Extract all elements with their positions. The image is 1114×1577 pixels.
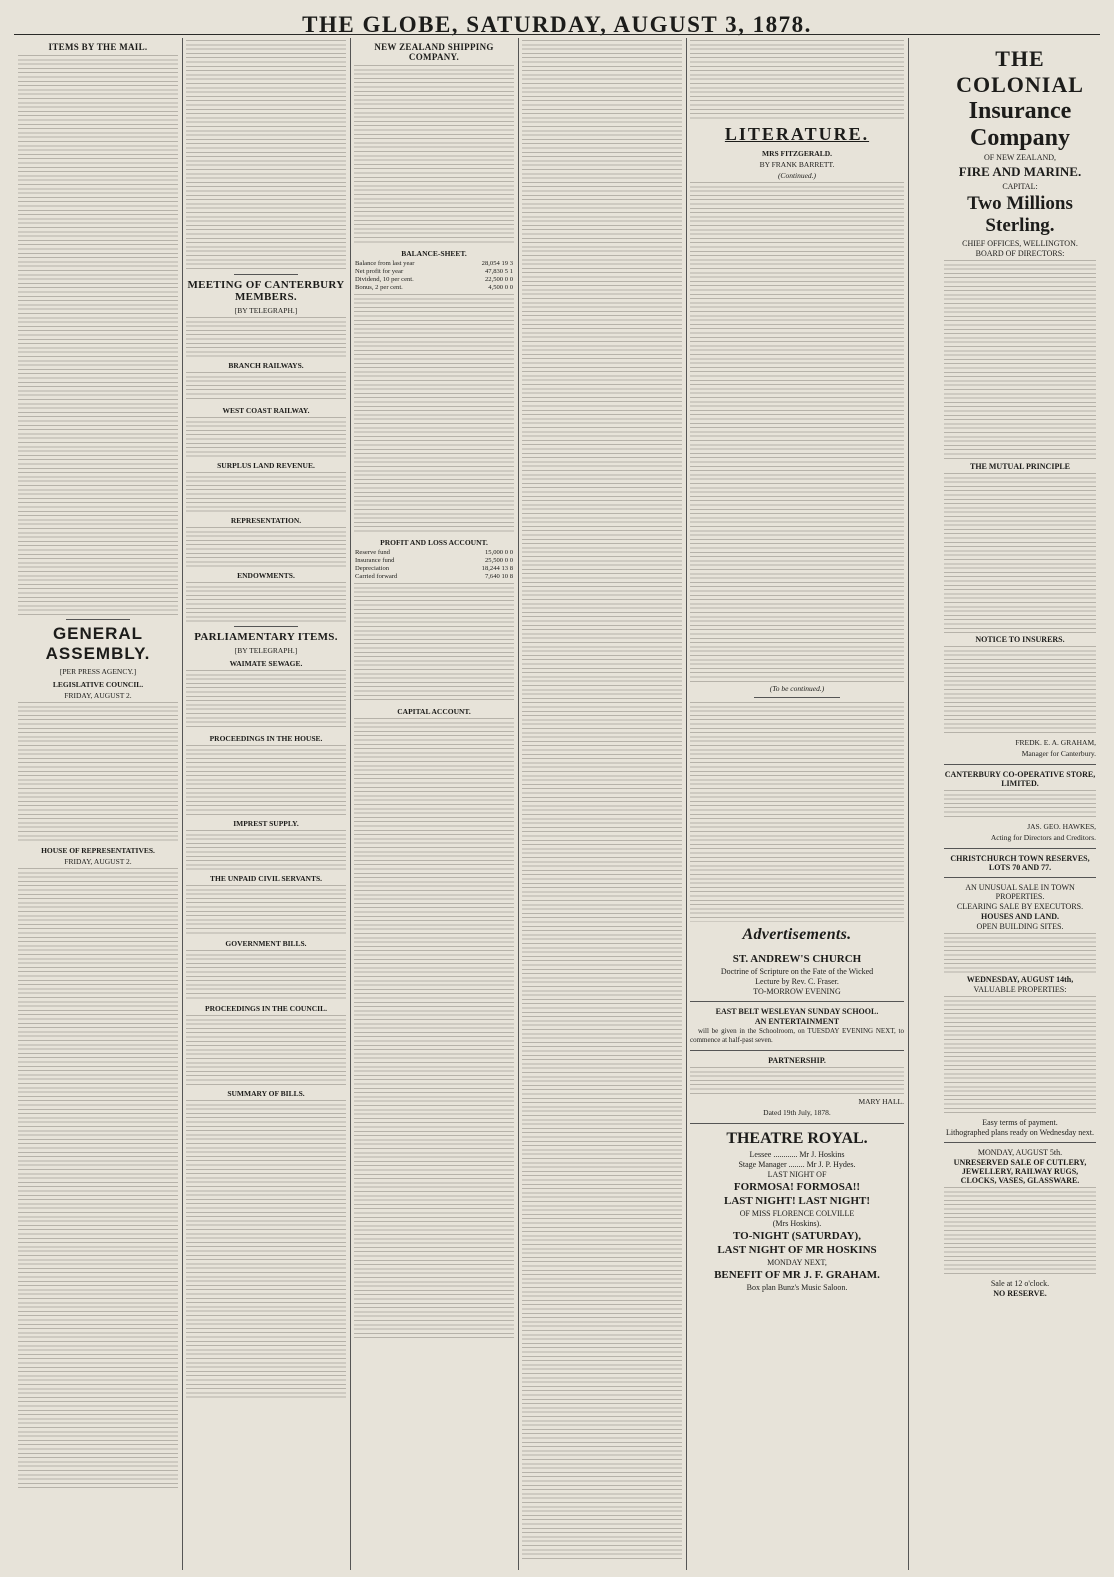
subhead: PROCEEDINGS IN THE HOUSE. (209, 734, 323, 743)
literature-heading: LITERATURE. (724, 124, 870, 144)
ad-line: Doctrine of Scripture on the Fate of the Wicked (720, 967, 874, 976)
ad-line: Lecture by Rev. C. Fraser. (755, 977, 839, 986)
ad-line: (Mrs Hoskins). (772, 1219, 822, 1229)
council-date: FRIDAY, AUGUST 2. (64, 691, 132, 700)
subhead: THE UNPAID CIVIL SERVANTS. (210, 874, 322, 883)
ad-body (944, 996, 1096, 1116)
row-label: Reserve fund (355, 549, 390, 556)
row-label: Dividend, 10 per cent. (355, 276, 414, 283)
ad-title: ST. ANDREW'S CHURCH (732, 953, 862, 965)
ad-signature: MARY HALL. (858, 1097, 904, 1107)
row-value: 15,000 0 0 (484, 549, 513, 556)
article-body (186, 885, 346, 935)
ad-line: CAPITAL: (1002, 182, 1038, 191)
article-body (18, 55, 178, 615)
ad-signature: FREDK. E. A. GRAHAM, (1015, 738, 1096, 747)
ad-cutlery-sale (944, 1143, 1096, 1303)
subhead: SUMMARY OF BILLS. (227, 1089, 305, 1098)
subhead: BRANCH RAILWAYS. (228, 361, 304, 370)
row-label: Insurance fund (355, 557, 395, 564)
ad-body (944, 646, 1096, 736)
ad-line: BOARD OF DIRECTORS: (975, 249, 1065, 258)
ad-line: FIRE AND MARINE. (958, 164, 1082, 179)
article-body (18, 868, 178, 1488)
article-body (186, 40, 346, 270)
house-heading: HOUSE OF REPRESENTATIVES. (41, 846, 155, 855)
ad-line: Two Millions Sterling. (967, 193, 1073, 236)
ad-body (944, 1187, 1096, 1277)
table-row (354, 260, 514, 268)
article-body (186, 372, 346, 402)
ad-colonial-insurance (944, 38, 1096, 765)
telegraph-note: [BY TELEGRAPH.] (234, 646, 298, 655)
row-label: Carried forward (355, 573, 398, 580)
article-body (354, 583, 514, 703)
ad-line: MONDAY, AUGUST 5th. (977, 1148, 1063, 1157)
ad-line: OPEN BUILDING SITES. (976, 922, 1064, 931)
table-row (354, 565, 514, 573)
parliamentary-heading: PARLIAMENTARY ITEMS. (194, 631, 338, 643)
ad-text: will be given in the Schoolroom, on TUESDAY EVENING NEXT, to commence at half-past seven. (690, 1027, 904, 1044)
subhead: WAIMATE SEWAGE. (229, 659, 303, 668)
ad-line: MONDAY NEXT, (767, 1258, 827, 1268)
ad-title: CANTERBURY CO-OPERATIVE STORE, LIMITED. (944, 770, 1096, 788)
ad-signature: Acting for Directors and Creditors. (990, 833, 1096, 842)
ad-line: Easy terms of payment. (982, 1118, 1058, 1127)
ad-line: LAST NIGHT! LAST NIGHT! (724, 1195, 870, 1208)
column-5 (686, 38, 908, 1570)
balance-table (354, 260, 514, 292)
ad-line: FORMOSA! FORMOSA!! (733, 1181, 861, 1194)
row-label: Depreciation (355, 565, 390, 572)
ad-title: EAST BELT WESLEYAN SUNDAY SCHOOL. (715, 1007, 879, 1016)
ad-line: VALUABLE PROPERTIES: (973, 985, 1067, 994)
article-body (186, 950, 346, 1000)
story-body (690, 182, 904, 682)
telegraph-note: [BY TELEGRAPH.] (234, 306, 298, 315)
subhead: SURPLUS LAND REVENUE. (217, 461, 315, 470)
row-value: 22,500 0 0 (484, 276, 513, 283)
ad-line: THE COLONIAL (956, 46, 1084, 97)
masthead: THE GLOBE, SATURDAY, AUGUST 3, 1878. (302, 12, 812, 37)
article-body (186, 417, 346, 457)
press-agency-note: [PER PRESS AGENCY.] (59, 667, 137, 676)
advertisements-heading: Advertisements. (742, 926, 852, 943)
story-title: MRS FITZGERALD. (761, 149, 832, 158)
ad-line: Lithographed plans ready on Wednesday next. (945, 1128, 1095, 1137)
ad-line: NOTICE TO INSURERS. (975, 635, 1065, 644)
column-6 (940, 38, 1100, 1570)
row-label: Balance from last year (355, 260, 415, 267)
ad-body (944, 933, 1096, 973)
row-value: 4,500 0 0 (488, 284, 513, 291)
ad-date: Dated 19th July, 1878. (763, 1108, 831, 1118)
row-label: Bonus, 2 per cent. (355, 284, 403, 291)
divider (754, 697, 840, 698)
ad-title: PARTNERSHIP. (768, 1056, 826, 1066)
divider (234, 626, 298, 627)
ad-town-reserves (944, 849, 1096, 878)
ad-title: UNRESERVED SALE OF CUTLERY, JEWELLERY, RAILWAY RUGS, CLOCKS, VASES, GLASSWARE. (953, 1158, 1087, 1185)
article-body (186, 1015, 346, 1085)
article-body (186, 745, 346, 815)
ad-body (944, 260, 1096, 460)
ad-st-andrews (690, 947, 904, 1002)
ad-co-op-store (944, 765, 1096, 849)
divider (66, 619, 130, 620)
meeting-heading: MEETING OF CANTERBURY MEMBERS. (187, 279, 345, 303)
article-body (522, 40, 682, 1560)
column-1 (14, 38, 182, 1570)
ad-line: AN UNUSUAL SALE IN TOWN PROPERTIES. (965, 883, 1075, 901)
to-be-continued: (To be continued.) (769, 684, 825, 693)
table-row (354, 557, 514, 565)
row-value: 18,244 13 8 (481, 565, 513, 572)
ad-line: Box plan Bunz's Music Saloon. (746, 1283, 848, 1293)
ad-signature: JAS. GEO. HAWKES, (1027, 822, 1096, 831)
ad-line: OF MISS FLORENCE COLVILLE (739, 1209, 855, 1219)
article-body (690, 40, 904, 120)
ad-signature: Manager for Canterbury. (1021, 749, 1096, 758)
ad-wesleyan (690, 1002, 904, 1051)
article-body (186, 317, 346, 357)
ad-theatre-royal (690, 1124, 904, 1297)
story-author: BY FRANK BARRETT. (759, 160, 835, 169)
ad-line: LAST NIGHT OF (767, 1170, 827, 1180)
items-by-mail-heading: ITEMS BY THE MAIL. (48, 42, 148, 52)
table-row (354, 549, 514, 557)
subhead: GOVERNMENT BILLS. (225, 939, 307, 948)
ad-line: THE MUTUAL PRINCIPLE (969, 462, 1070, 471)
continued-note: (Continued.) (777, 171, 817, 180)
subhead: PROCEEDINGS IN THE COUNCIL. (205, 1004, 327, 1013)
row-value: 28,054 19 3 (481, 260, 513, 267)
ad-manager: Stage Manager ........ Mr J. P. Hydes. (738, 1160, 856, 1170)
column-3 (350, 38, 518, 1570)
article-body (354, 294, 514, 534)
ad-line: HOUSES AND LAND. (980, 912, 1059, 921)
article-body (186, 527, 346, 567)
legislative-council-heading: LEGISLATIVE COUNCIL. (52, 680, 144, 689)
ad-line: CHIEF OFFICES, WELLINGTON. (962, 239, 1078, 248)
ad-time: TO-MORROW EVENING (753, 987, 841, 996)
ad-line: NO RESERVE. (993, 1289, 1047, 1298)
table-row (354, 268, 514, 276)
article-body (354, 65, 514, 245)
ad-sale (944, 878, 1096, 1143)
subhead: IMPREST SUPPLY. (233, 819, 299, 828)
capital-account-heading: CAPITAL ACCOUNT. (397, 707, 471, 716)
ad-title: CHRISTCHURCH TOWN RESERVES, LOTS 70 AND 77. (950, 854, 1090, 872)
ad-line: Sale at 12 o'clock. (990, 1279, 1050, 1288)
row-value: 7,640 10 8 (484, 573, 513, 580)
general-assembly-heading: GENERAL ASSEMBLY. (45, 624, 151, 663)
ad-partnership (690, 1051, 904, 1124)
ad-line: CLEARING SALE BY EXECUTORS. (956, 902, 1084, 911)
table-row (354, 284, 514, 292)
shipping-company-heading: NEW ZEALAND SHIPPING COMPANY. (374, 42, 494, 62)
ad-title: THEATRE ROYAL. (726, 1130, 868, 1148)
article-body (18, 702, 178, 842)
ad-head: AN ENTERTAINMENT (754, 1017, 840, 1026)
table-row (354, 573, 514, 581)
column-4 (518, 38, 686, 1570)
article-body (354, 718, 514, 1338)
ad-line: OF NEW ZEALAND, (983, 153, 1057, 162)
article-body (186, 1100, 346, 1400)
ad-line: TO-NIGHT (SATURDAY), (733, 1230, 861, 1243)
article-body (186, 582, 346, 622)
column-divider (908, 38, 909, 1570)
row-value: 25,500 0 0 (484, 557, 513, 564)
subhead: REPRESENTATION. (230, 516, 302, 525)
column-2 (182, 38, 350, 1570)
article-body (690, 702, 904, 922)
ad-line: Insurance Company (968, 98, 1072, 151)
article-body (186, 670, 346, 730)
ad-line: LAST NIGHT OF MR HOSKINS (717, 1244, 877, 1257)
ad-lessee: Lessee ............ Mr J. Hoskins (749, 1150, 845, 1160)
ad-line: BENEFIT OF MR J. F. GRAHAM. (714, 1269, 880, 1282)
article-body (186, 472, 346, 512)
row-label: Net profit for year (355, 268, 404, 275)
ad-line: WEDNESDAY, AUGUST 14th, (966, 975, 1074, 984)
subhead: WEST COAST RAILWAY. (222, 406, 310, 415)
ad-body (944, 790, 1096, 820)
profit-table (354, 549, 514, 581)
divider (234, 274, 298, 275)
subhead: ENDOWMENTS. (237, 571, 295, 580)
balance-sheet-heading: BALANCE-SHEET. (401, 249, 467, 258)
ad-body (690, 1067, 904, 1095)
masthead-rule (14, 34, 1100, 35)
article-body (186, 830, 346, 870)
house-date: FRIDAY, AUGUST 2. (64, 857, 132, 866)
row-value: 47,830 5 1 (484, 268, 513, 275)
profit-loss-heading: PROFIT AND LOSS ACCOUNT. (380, 538, 488, 547)
ad-body (944, 473, 1096, 633)
table-row (354, 276, 514, 284)
